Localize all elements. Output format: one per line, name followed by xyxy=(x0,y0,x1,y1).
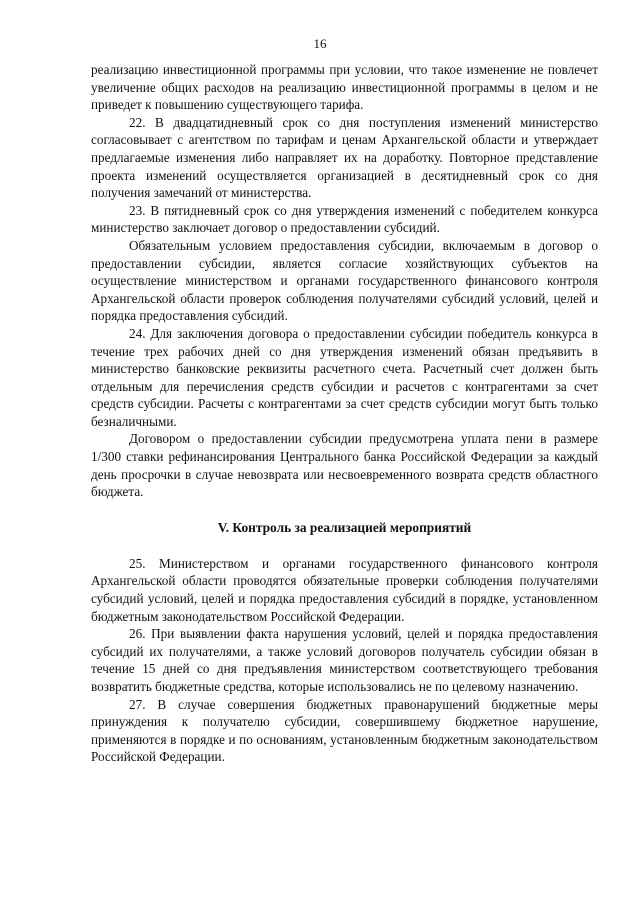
paragraph-27: 27. В случае совершения бюджетных правонарушений бюджетные меры принуждения к получателю субсидии, совершившему бюджетное нарушение, применяются в порядке и по основаниям, установленным бюджетным законодательством Российской Федерации. xyxy=(91,696,598,765)
document-body xyxy=(91,61,598,766)
paragraph-26: 26. При выявлении факта нарушения условий, целей и порядка предоставления субсидий их получателями, а также условий договоров получатель субсидии обязан в течение 15 дней со дня предъявления министерством соответствующего требования возвратить бюджетные средства, которые использовались не по целевому назначению. xyxy=(91,626,598,694)
paragraph-23-condition: Обязательным условием предоставления субсидии, включаемым в договор о предоставлении субсидии, является согласие хозяйствующих субъектов на осуществление министерством и органами государственного финансового контроля Архангельской области проверок соблюдения получателями субсидий условий, целей и порядка предоставления субсидий. xyxy=(91,237,598,324)
paragraph-continuation: реализацию инвестиционной программы при условии, что такое изменение не повлечет увеличение общих расходов на реализацию инвестиционной программы в целом и не приведет к повышению существующего тарифа. xyxy=(91,62,598,113)
paragraph-23: 23. В пятидневный срок со дня утверждения изменений с победителем конкурса министерство заключает договор о предоставлении субсидий. xyxy=(91,202,598,236)
page-number: 16 xyxy=(313,36,327,51)
paragraph-22: 22. В двадцатидневный срок со дня поступления изменений министерство согласовывает с агентством по тарифам и ценам Архангельской области и утверждает предлагаемые изменения либо направляет их на доработку. Повторное представление проекта изменений осуществляется организацией в десятидневный срок со дня получения замечаний от министерства. xyxy=(91,114,598,201)
paragraph-24-penalty: Договором о предоставлении субсидии предусмотрена уплата пени в размере 1/300 ставки рефинансирования Центрального банка Российской Федерации за каждый день просрочки в случае невозврата или несвоевременного возврата средств областного бюджета. xyxy=(91,431,598,500)
paragraph-24: 24. Для заключения договора о предоставлении субсидии победитель конкурса в течение трех рабочих дней со дня утверждения изменений обязан предъявить в министерство банковские реквизиты расчетного счета. Расчетный счет должен быть отдельным для перечисления средств субсидии и расчетов с контрагентами за счет средств субсидии. Расчеты с контрагентами за счет средств субсидии могут быть только безналичными. xyxy=(91,325,598,429)
section-heading: V. Контроль за реализацией мероприятий xyxy=(217,519,472,535)
paragraph-25: 25. Министерством и органами государственного финансового контроля Архангельской области проводятся обязательные проверки соблюдения получателями субсидий условий, целей и порядка предоставления субсидий в порядке, установленном бюджетным законодательством Российской Федерации. xyxy=(91,555,598,624)
